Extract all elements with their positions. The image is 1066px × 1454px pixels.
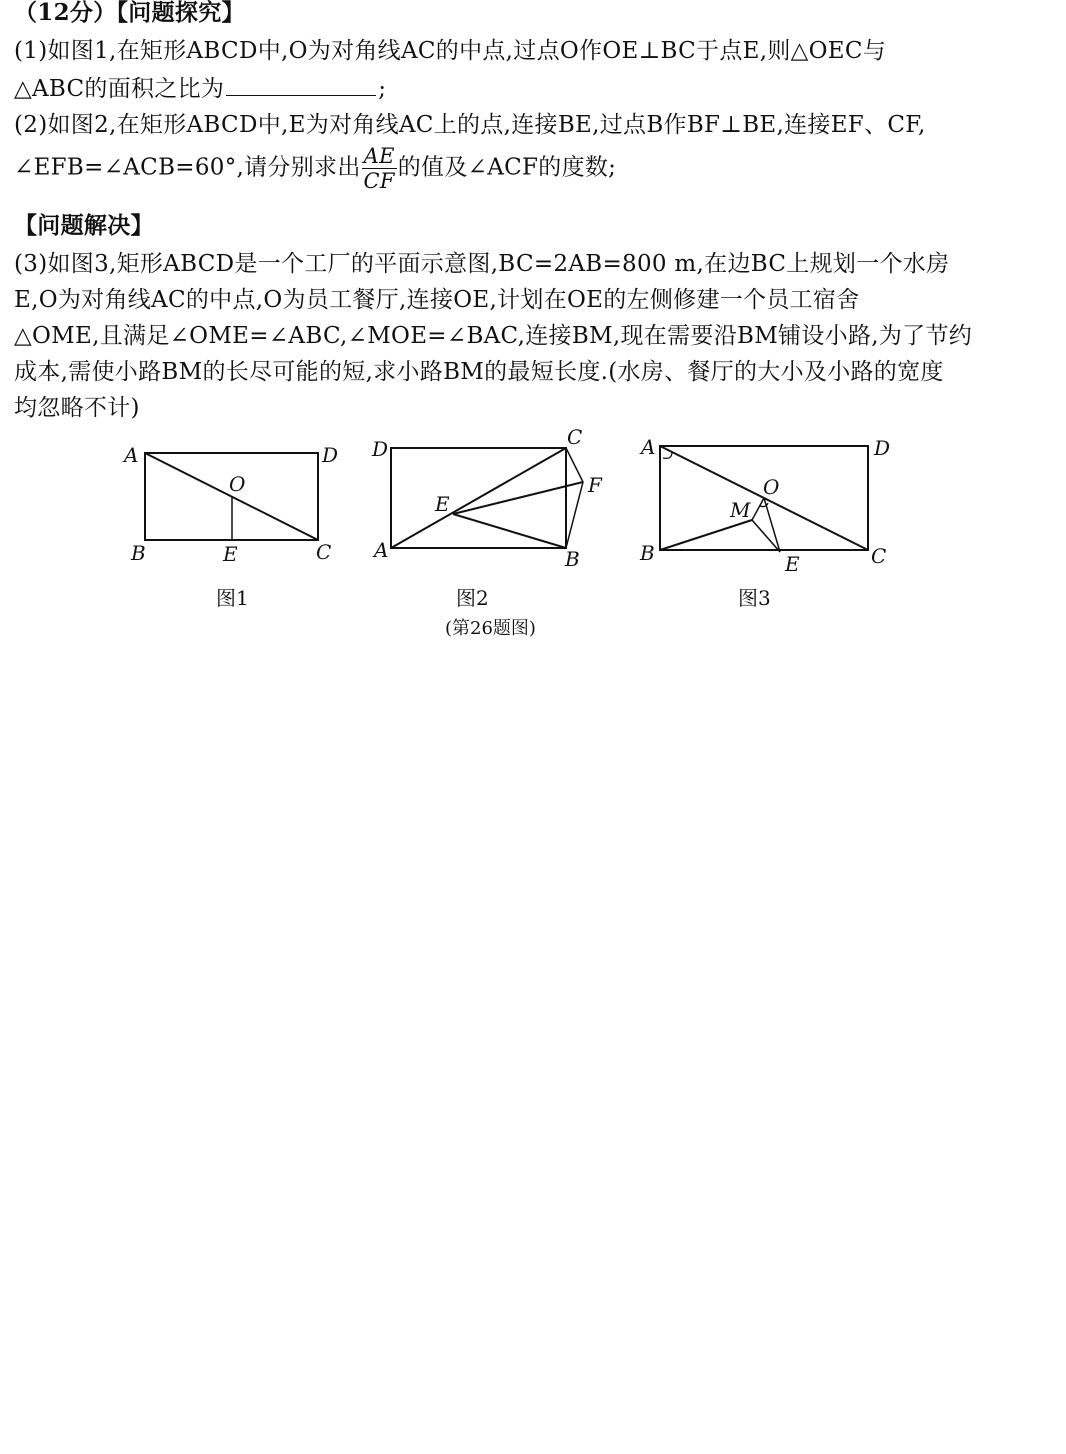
fig3-label-e: E [785, 552, 800, 576]
fig3-caption: 图3 [738, 586, 771, 610]
figure-3 [660, 446, 868, 552]
fig3-angle-mark-a [663, 452, 672, 458]
fig1-label-o: O [229, 472, 246, 496]
part1-line2-text: △ABC的面积之比为 [14, 76, 225, 102]
part2-line1: (2)如图2,在矩形ABCD中,E为对角线AC上的点,连接BE,过点B作BF⊥BE,连接EF、CF, [14, 112, 926, 138]
fig2-label-e: E [435, 492, 450, 516]
fig3-label-a: A [641, 435, 656, 459]
fig2-segment-eb [453, 514, 566, 548]
fraction-denominator: CF [363, 169, 395, 193]
figures-diagram [0, 0, 1066, 700]
fig3-label-m: M [730, 498, 751, 522]
part3-line5: 均忽略不计) [14, 395, 140, 421]
fig2-label-d: D [372, 437, 389, 461]
fraction-numerator: AE [363, 144, 395, 168]
fig3-path-bm [660, 520, 752, 550]
fig1-label-c: C [316, 540, 332, 564]
part3-line2: E,O为对角线AC的中点,O为员工餐厅,连接OE,计划在OE的左侧修建一个员工宿舍 [14, 287, 860, 313]
fig2-caption: 图2 [456, 586, 489, 610]
fig3-label-d: D [874, 436, 891, 460]
section-header-solution: 【问题解决】 [14, 212, 154, 239]
fig2-segment-ef [453, 482, 583, 514]
part1-line2-end: ; [378, 76, 387, 102]
fig2-diagonal-ac [391, 448, 566, 548]
figure-1 [145, 453, 318, 540]
fig2-label-a: A [374, 538, 389, 562]
fig2-label-b: B [565, 547, 580, 571]
part3-line3: △OME,且满足∠OME=∠ABC,∠MOE=∠BAC,连接BM,现在需要沿BM铺设小路,为了节约 [14, 323, 973, 349]
fig1-label-e: E [223, 542, 238, 566]
fig1-label-d: D [322, 443, 339, 467]
part2-line2-end: 的值及∠ACF的度数; [397, 154, 617, 181]
part2-line2-text: ∠EFB=∠ACB=60°,请分别求出 [14, 154, 361, 181]
figures-caption: (第26题图) [445, 618, 536, 639]
fig3-label-c: C [871, 544, 887, 568]
fig1-label-a: A [124, 443, 139, 467]
section-header-exploration: （12分）【问题探究】 [14, 0, 245, 26]
figure-2 [391, 448, 583, 548]
part3-line1: (3)如图3,矩形ABCD是一个工厂的平面示意图,BC=2AB=800 m,在边BC上规划一个水房 [14, 251, 950, 277]
fig3-label-o: O [763, 475, 780, 499]
fig2-label-c: C [567, 425, 583, 449]
fig2-label-f: F [588, 473, 602, 497]
fig2-segments-cf-fb [566, 448, 583, 548]
fig3-label-b: B [640, 541, 655, 565]
part1-line1: (1)如图1,在矩形ABCD中,O为对角线AC的中点,过点O作OE⊥BC于点E,则△OEC与 [14, 38, 887, 64]
part3-line4: 成本,需使小路BM的长尽可能的短,求小路BM的最短长度.(水房、餐厅的大小及小路的宽度 [14, 359, 944, 385]
fig1-caption: 图1 [216, 586, 249, 610]
fig1-label-b: B [131, 541, 146, 565]
